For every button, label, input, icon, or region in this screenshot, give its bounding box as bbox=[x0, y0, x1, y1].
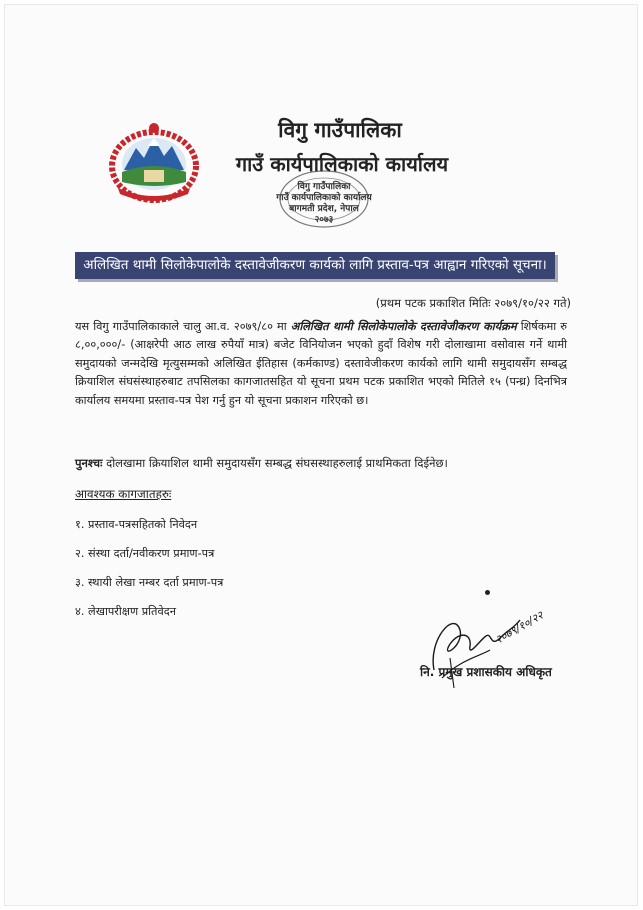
stamp-line: गाउँ कार्यपालिकाको कार्यालय bbox=[276, 193, 372, 203]
footnote-text: दोलखामा क्रियाशिल थामी समुदायसँग सम्बद्ध संघसस्थाहरुलाई प्राथमिकता दिईनेछ। bbox=[102, 456, 448, 470]
requirement-item: ३. स्थायी लेखा नम्बर दर्ता प्रमाण-पत्र bbox=[75, 576, 224, 589]
stamp-line: विगु गाउँपालिका bbox=[297, 182, 351, 192]
stamp-text bbox=[262, 182, 386, 226]
body-part2: शिर्षकमा रु ८,००,०००/- (आक्षरेपी आठ लाख रुपैयाँ मात्र) बजेट विनियोजन भएको हुदाँ विशेष गरी दोलाखामा वसोवास गर्ने थामी समुदायको जन्मदेखि मृत्युसम्मको अलिखित ईतिहास (कर्मकाण्ड) दस्तावेजीकरण कार्यको लागि थामी समुदायसँग सम्बद्ध क्रियाशिल संघसंस्थाहरुबाट तपसिलका कागजातसहित यो सूचना प्रथम पटक प्रकाशित भएको मितिले १५ (पन्ध्र) दिनभित्र कार्यालय समयमा प्रस्ताव-पत्र पेश गर्नु हुन यो सूचना प्रकाशन गरिएको छ। bbox=[75, 320, 568, 407]
stamp-line: २०७३ bbox=[314, 215, 334, 225]
nepal-emblem-icon bbox=[108, 120, 200, 204]
footnote bbox=[75, 456, 575, 471]
program-name: अलिखित थामी सिलोकेपालोके दस्तावेजीकरण कार्यक्रम bbox=[290, 320, 517, 333]
requirements-heading: आवश्यक कागजातहरुः bbox=[75, 487, 172, 501]
signature-date: २०७९/१०/२२ bbox=[493, 608, 546, 647]
office-title-line2: गाउँ कार्यपालिकाको कार्यालय bbox=[235, 152, 449, 176]
footnote-label: पुनश्चः bbox=[75, 456, 103, 470]
publication-date: (प्रथम पटक प्रकाशित मितिः २०७९/१०/२२ गते) bbox=[375, 296, 571, 310]
requirement-item: २. संस्था दर्ता/नवीकरण प्रमाण-पत्र bbox=[75, 547, 215, 560]
requirement-item: ४. लेखापरीक्षण प्रतिवेदन bbox=[75, 605, 177, 618]
office-title-line1: विगु गाउँपालिका bbox=[278, 118, 402, 142]
notice-banner: अलिखित थामी सिलोकेपालोके दस्तावेजीकरण कार्यको लागि प्रस्ताव-पत्र आह्वान गरिएको सूचना। bbox=[75, 252, 555, 279]
requirement-item: १. प्रस्ताव-पत्रसहितको निवेदन bbox=[75, 518, 198, 531]
notice-body bbox=[75, 318, 567, 410]
ink-dot bbox=[485, 590, 490, 595]
body-part1: यस विगु गाउँपालिकाकाले चालु आ.व. २०७९/८० मा bbox=[75, 320, 291, 333]
stamp-line: बागमती प्रदेश, नेपाल bbox=[289, 204, 359, 214]
signatory-title: नि. प्रमुख प्रशासकीय अधिकृत bbox=[420, 665, 552, 679]
